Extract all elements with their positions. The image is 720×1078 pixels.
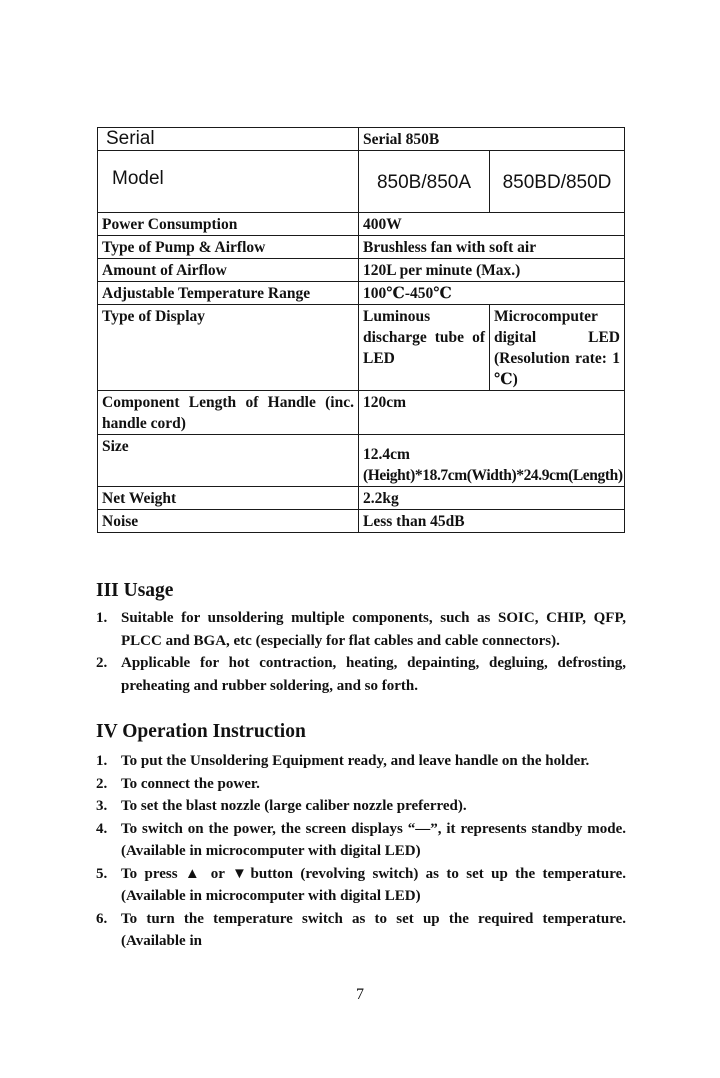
display-b-value: Microcomputer digital LED (Resolution rate: 1 ℃) [490,305,625,391]
list-item [96,908,626,953]
list-item-number: 4. [96,820,108,837]
list-item [96,795,626,818]
row-value: 100℃-450℃ [359,282,625,305]
row-label: Amount of Airflow [98,259,359,282]
operation-list [96,750,626,953]
noise-label: Noise [98,510,359,533]
list-item-text: To connect the power. [121,775,260,792]
usage-heading: III Usage [96,580,174,601]
spec-table [97,127,625,533]
row-value: 400W [359,213,625,236]
model-b-value: 850BD/850D [490,151,625,213]
table-row [98,259,625,282]
operation-heading: IV Operation Instruction [96,721,306,742]
row-value: 120L per minute (Max.) [359,259,625,282]
model-label: Model [98,151,359,213]
serial-value: Serial 850B [359,128,625,151]
list-item-text: To press ▲ or ▼button (revolving switch) as to set up the temperature. (Available in microcomputer with digital LED) [121,865,626,904]
handle-value: 120cm [359,391,625,435]
list-item-text: To turn the temperature switch as to set up the required temperature. (Available in [121,910,626,949]
size-value [359,435,625,487]
list-item-text: To set the blast nozzle (large caliber nozzle preferred). [121,798,467,814]
list-item-number: 2. [96,655,108,671]
list-item-text: Suitable for unsoldering multiple components, such as SOIC, CHIP, QFP, PLCC and BGA, etc (especially for flat cables and cable connectors). [121,610,626,649]
weight-label: Net Weight [98,487,359,510]
display-a-value: Luminous discharge tube of LED [359,305,490,391]
row-label: Adjustable Temperature Range [98,282,359,305]
table-row-handle [98,391,625,435]
table-row [98,282,625,305]
table-row-serial [98,128,625,151]
row-label: Type of Pump & Airflow [98,236,359,259]
list-item [96,773,626,796]
model-a-value: 850B/850A [359,151,490,213]
list-item-text: To switch on the power, the screen displays “—”, it represents standby mode. (Available in microcomputer with digital LED) [121,820,626,859]
table-row-model [98,151,625,213]
page-number: 7 [356,986,364,1003]
list-item [96,863,626,908]
handle-label: Component Length of Handle (inc. handle cord) [98,391,359,435]
list-item-text: Applicable for hot contraction, heating, depainting, degluing, defrosting, preheating and rubber soldering, and so forth. [121,655,626,694]
weight-value: 2.2kg [359,487,625,510]
row-label: Power Consumption [98,213,359,236]
list-item-number: 6. [96,910,108,927]
table-row [98,236,625,259]
display-label: Type of Display [98,305,359,391]
serial-label: Serial [98,128,359,151]
list-item-number: 2. [96,775,108,792]
list-item [96,652,626,697]
table-row-display [98,305,625,391]
list-item-number: 3. [96,798,108,814]
size-value-line-2: (Height)*18.7cm(Width)*24.9cm(Length) [363,467,623,484]
list-item [96,607,626,652]
list-item [96,818,626,863]
noise-value: Less than 45dB [359,510,625,533]
list-item-number: 1. [96,753,108,769]
list-item [96,750,626,773]
usage-list [96,607,626,697]
list-item-number: 5. [96,865,108,882]
table-row-size [98,435,625,487]
size-value-line-1: 12.4cm [363,446,410,463]
table-row-noise [98,510,625,533]
row-value: Brushless fan with soft air [359,236,625,259]
table-row-weight [98,487,625,510]
list-item-text: To put the Unsoldering Equipment ready, and leave handle on the holder. [121,753,590,769]
list-item-number: 1. [96,610,108,626]
table-row [98,213,625,236]
size-label: Size [98,435,359,487]
